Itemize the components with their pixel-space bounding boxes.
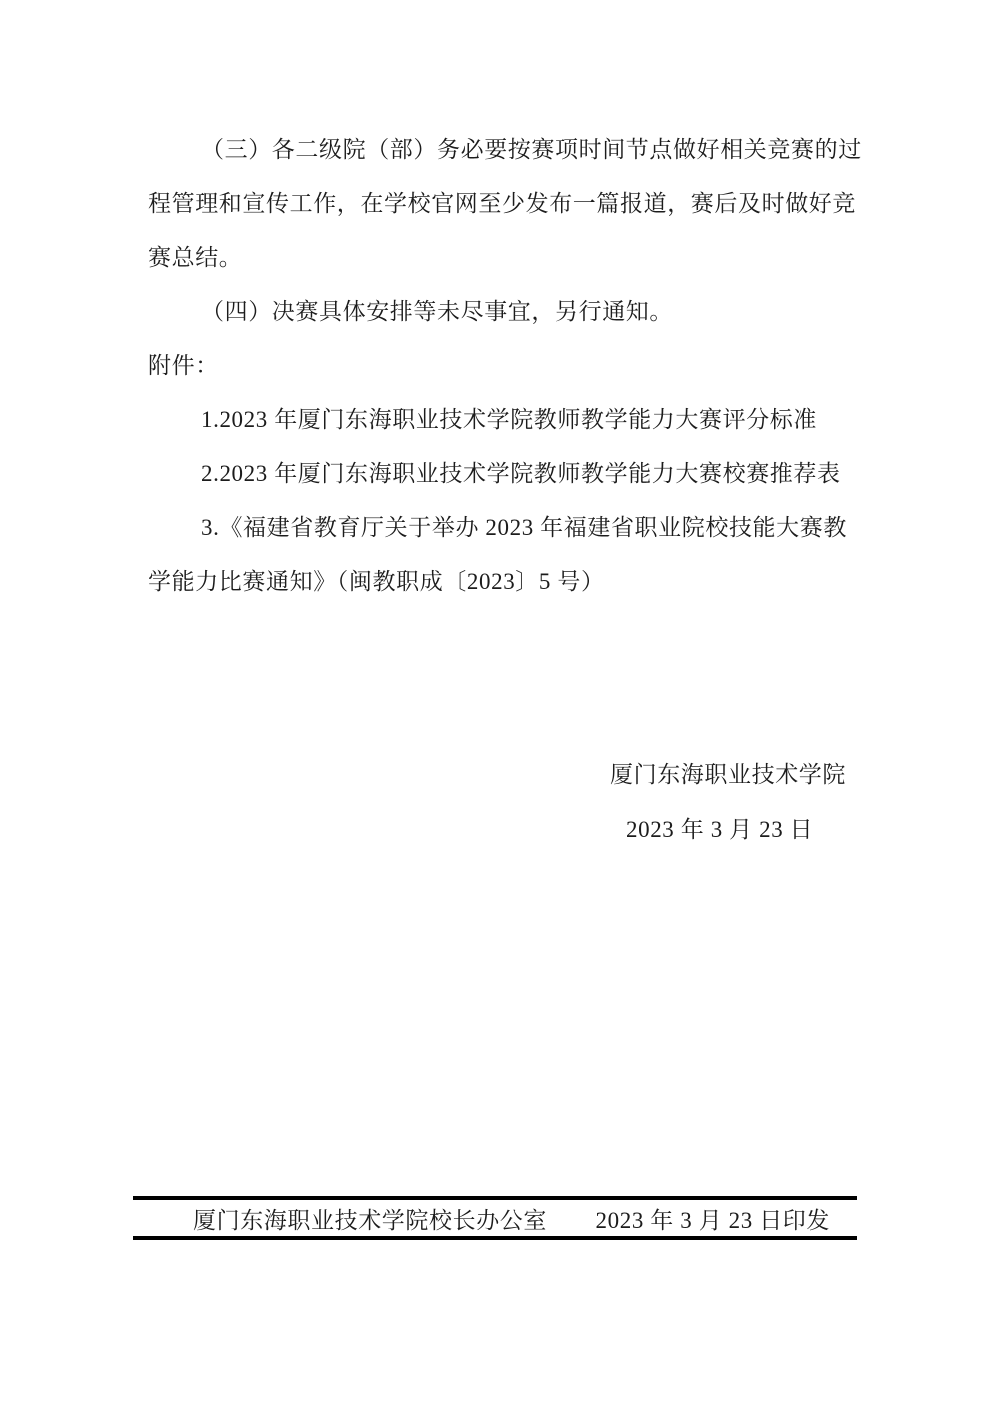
body-line-para3-3: 赛总结。: [148, 245, 243, 270]
footer-rule-bar: [133, 1196, 857, 1240]
attachments-label: 附件：: [148, 353, 219, 378]
signature-organization: 厦门东海职业技术学院: [610, 762, 846, 787]
footer-issuer: 厦门东海职业技术学院校长办公室: [193, 1207, 547, 1233]
signature-date: 2023 年 3 月 23 日: [626, 817, 814, 842]
footer-print-date: 2023 年 3 月 23 日印发: [595, 1207, 830, 1233]
attachment-item-2: 2.2023 年厦门东海职业技术学院教师教学能力大赛校赛推荐表: [201, 461, 841, 486]
attachment-item-1: 1.2023 年厦门东海职业技术学院教师教学能力大赛评分标准: [201, 407, 817, 432]
body-line-para3-2: 程管理和宣传工作，在学校官网至少发布一篇报道，赛后及时做好竞: [148, 191, 856, 216]
attachment-item-3-line1: 3.《福建省教育厅关于举办 2023 年福建省职业院校技能大赛教: [201, 515, 847, 540]
body-line-para4: （四）决赛具体安排等未尽事宜，另行通知。: [201, 299, 673, 324]
attachment-item-3-line2: 学能力比赛通知》（闽教职成〔2023〕5 号）: [148, 569, 605, 594]
body-line-para3-1: （三）各二级院（部）务必要按赛项时间节点做好相关竞赛的过: [201, 137, 862, 162]
